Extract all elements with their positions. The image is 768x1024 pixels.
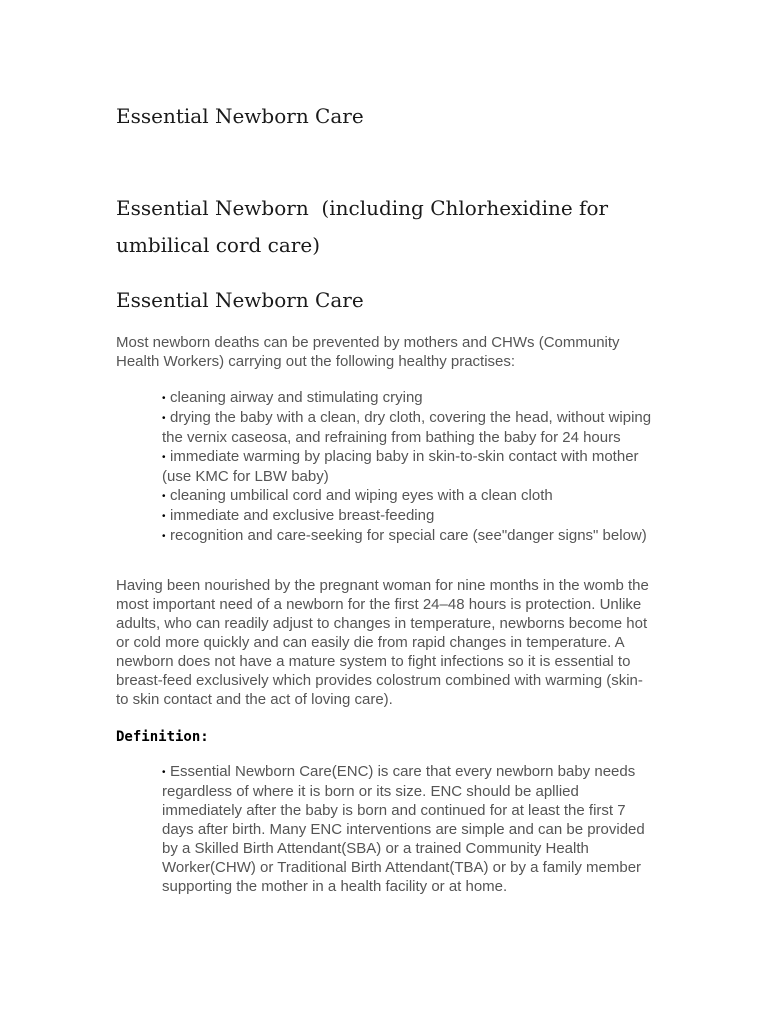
list-item-text: cleaning airway and stimulating crying	[170, 389, 423, 406]
list-item	[162, 526, 662, 546]
list-item-text: drying the baby with a clean, dry cloth, covering the head, without wiping the vernix caseosa, and refraining from bathing the baby for 24 hours	[162, 409, 652, 446]
bullet-icon: •	[162, 511, 166, 522]
list-item	[162, 447, 662, 486]
list-item-text: immediate warming by placing baby in skin-to-skin contact with mother (use KMC for LBW baby)	[162, 448, 639, 485]
list-item-text: Essential Newborn Care(ENC) is care that every newborn baby needs regardless of where it is born or its size. ENC should be apllied immediately after the baby is born and continued for at least the first 7 days after birth. Many ENC interventions are simple and can be provided by a Skilled Birth Attendant(SBA) or a trained Community Health Worker(CHW) or Traditional Birth Attendant(TBA) or by a family member supporting the mother in a health facility or at home.	[162, 763, 645, 895]
intro-paragraph: Most newborn deaths can be prevented by mothers and CHWs (Community Health Workers) carrying out the following healthy practises:	[116, 334, 620, 370]
list-item-text: recognition and care-seeking for special care (see"danger signs" below)	[170, 527, 647, 544]
list-item-text: cleaning umbilical cord and wiping eyes with a clean cloth	[170, 487, 553, 504]
list-item	[162, 762, 648, 896]
bullet-icon: •	[162, 413, 166, 424]
document-title: Essential Newborn Care	[116, 104, 364, 128]
bullet-icon: •	[162, 767, 166, 778]
list-item	[162, 408, 662, 447]
definition-heading: Definition:	[116, 729, 209, 745]
practices-list	[162, 388, 662, 546]
definition-list	[162, 762, 648, 896]
list-item	[162, 506, 662, 526]
list-item-text: immediate and exclusive breast-feeding	[170, 507, 435, 524]
bullet-icon: •	[162, 491, 166, 502]
bullet-icon: •	[162, 531, 166, 542]
list-item	[162, 388, 662, 408]
protection-paragraph: Having been nourished by the pregnant woman for nine months in the womb the most important need of a newborn for the first 24–48 hours is protection. Unlike adults, who can readily adjust to changes in temperature, newborns become hot or cold more quickly and can easily die from rapid changes in temperature. A newborn does not have a mature system to fight infections so it is essential to breast-feed exclusively which provides colostrum combined with warming (skin-to skin contact and the act of loving care).	[116, 577, 649, 708]
list-item	[162, 486, 662, 506]
main-heading: Essential Newborn (including Chlorhexidine for umbilical cord care)	[116, 196, 621, 257]
section-heading: Essential Newborn Care	[116, 288, 364, 312]
bullet-icon: •	[162, 452, 166, 463]
bullet-icon: •	[162, 393, 166, 404]
